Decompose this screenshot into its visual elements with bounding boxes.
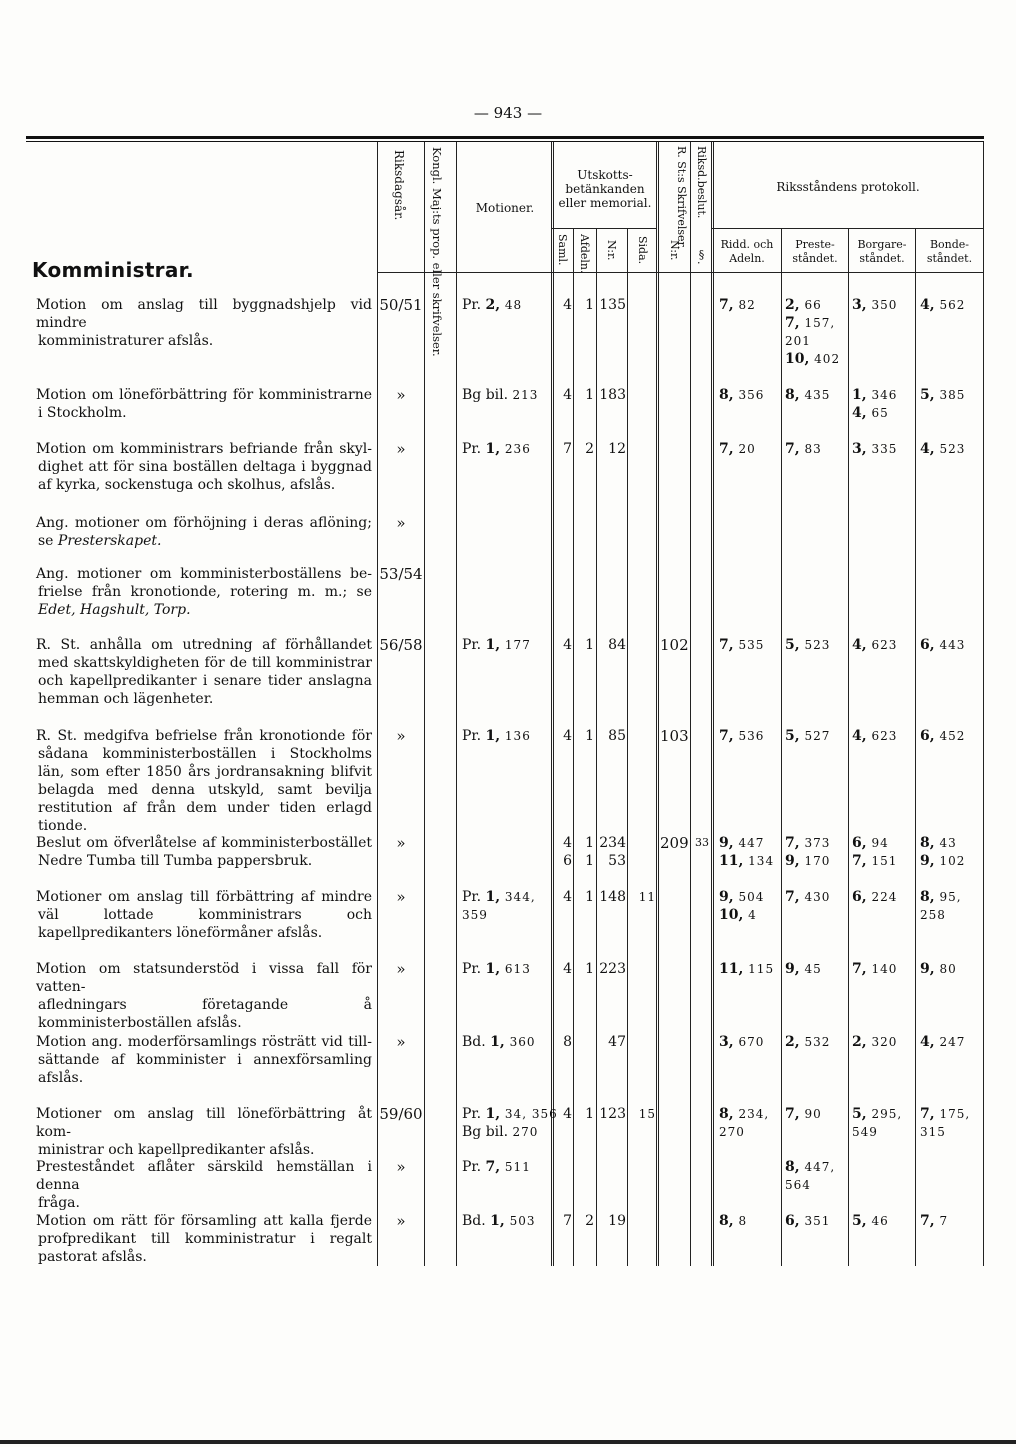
row-ridd: 7, 20: [719, 441, 756, 457]
row-afdeln: 2: [585, 1213, 594, 1229]
row-rsts-nr: 103: [660, 727, 689, 745]
row-borgare: 2, 320: [852, 1034, 898, 1050]
row-rsts-nr: 102: [660, 636, 689, 654]
row-nr: 135: [599, 297, 626, 313]
row-nr: 19: [608, 1213, 626, 1229]
row-description: Motion om rätt för församling att kalla fjerde profpredikant till komministratur i regalt pastorat afslås.: [36, 1213, 372, 1265]
row-bonde: 6, 452: [920, 728, 966, 744]
col-line: [983, 142, 984, 1266]
row-year: »: [396, 1158, 406, 1176]
row-description: Motion ang. moderförsamlings rösträtt vid till- sättande af komminister i annexförsamling afslås.: [36, 1034, 372, 1086]
row-description: Ang. motioner om komministerboställens be- frielse från kronotionde, rotering m. m.; se Edet, Hagshult, Torp.: [36, 566, 372, 618]
row-description: Motion om komministrars befriande från skyl- dighet att för sina boställen deltaga i byggnad af kyrka, sockenstuga och skolhus, afslås.: [36, 441, 372, 493]
row-description: Motion om statsunderstöd i vissa fall för vatten- afledningars företagande å komministerboställen afslås.: [36, 961, 372, 1031]
row-description: R. St. medgifva befrielse från kronotionde för sådana komministerboställen i Stockholms län, som efter 1850 års jordransakning blifvit belagda med denna utskyld, samt bevilja restitution af från dem under tiden erlagd tionde.: [36, 728, 372, 834]
row-borgare: 1, 346 4, 65: [852, 387, 898, 421]
row-saml: 4: [563, 728, 572, 744]
row-motion: Bg bil. 213: [462, 387, 539, 403]
header-rsts: R. St:s Skrifvelser.: [675, 146, 688, 250]
row-afdeln: 1: [585, 297, 594, 313]
row-description: Presteståndet aflåter särskild hemställan i denna fråga.: [36, 1159, 372, 1211]
row-description: Motioner om anslag till förbättring af mindre väl lottade komministrars och kapellpredikanters löneförmåner afslås.: [36, 889, 372, 941]
row-saml: 4: [563, 297, 572, 313]
row-saml: 4: [563, 889, 572, 905]
row-borgare: 3, 350: [852, 297, 898, 313]
row-ridd: 8, 8: [719, 1213, 748, 1229]
row-ridd: 7, 82: [719, 297, 756, 313]
row-motion: Pr. 1, 236: [462, 441, 531, 457]
page-number: — 943 —: [473, 104, 543, 122]
row-year: »: [396, 888, 406, 906]
row-year: »: [396, 960, 406, 978]
row-description: Motion om löneförbättring för komministrarne i Stockholm.: [36, 387, 372, 421]
row-afdeln: 1: [585, 728, 594, 744]
row-preste: 6, 351: [785, 1213, 831, 1229]
row-bonde: 4, 523: [920, 441, 966, 457]
row-ridd: 8, 234, 270: [719, 1106, 770, 1139]
row-year: »: [396, 1212, 406, 1230]
header-paragraph: §.: [695, 248, 708, 265]
row-year: 56/58: [379, 636, 423, 654]
row-preste: 5, 527: [785, 728, 831, 744]
row-year: »: [396, 1033, 406, 1051]
row-motion: Pr. 7, 511: [462, 1159, 531, 1175]
row-bonde: 4, 562: [920, 297, 966, 313]
row-year: 50/51: [379, 296, 423, 314]
row-afdeln: 1: [585, 637, 594, 653]
row-year: 59/60: [379, 1105, 423, 1123]
row-preste: 2, 532: [785, 1034, 831, 1050]
row-description: Ang. motioner om förhöjning i deras aflöning; se Presterskapet.: [36, 515, 372, 549]
header-riksd-beslut: Riksd.beslut.: [695, 146, 708, 219]
header-riksdagsar: Riksdagsår.: [392, 150, 406, 221]
col-line: [656, 142, 659, 1266]
row-year: »: [396, 440, 406, 458]
row-ridd: 11, 115: [719, 961, 775, 977]
row-motion: Pr. 1, 344, 359: [462, 889, 536, 922]
row-saml: 7: [563, 441, 572, 457]
header-sub-rule: [551, 228, 656, 229]
row-preste: 5, 523: [785, 637, 831, 653]
header-saml: Saml.: [556, 234, 569, 266]
row-afdeln: 2: [585, 441, 594, 457]
row-bonde: 6, 443: [920, 637, 966, 653]
header-preste: Preste- ståndet.: [792, 238, 838, 265]
row-saml: 4: [563, 961, 572, 977]
row-afdeln: 1: [585, 1106, 594, 1122]
row-preste: 2, 66 7, 157, 201 10, 402: [785, 297, 841, 367]
row-borgare: 6, 224: [852, 889, 898, 905]
row-borgare: 3, 335: [852, 441, 898, 457]
row-borgare: 7, 140: [852, 961, 898, 977]
row-sida: 15: [638, 1107, 656, 1121]
row-afdeln: 1 1: [585, 835, 594, 869]
row-motion: Bd. 1, 360: [462, 1034, 536, 1050]
row-motion: Pr. 1, 177: [462, 637, 531, 653]
row-bonde: 4, 247: [920, 1034, 966, 1050]
row-borgare: 4, 623: [852, 637, 898, 653]
row-saml: 4: [563, 387, 572, 403]
header-ridd: Ridd. och Adeln.: [720, 238, 774, 265]
row-preste: 7, 90: [785, 1106, 822, 1122]
row-motion: Bd. 1, 503: [462, 1213, 536, 1229]
col-line: [456, 142, 457, 1266]
row-bonde: 8, 95, 258: [920, 889, 962, 922]
section-title: Komministrar.: [32, 258, 194, 282]
row-nr: 123: [599, 1106, 626, 1122]
row-sida: 11: [638, 890, 656, 904]
row-preste: 7, 373 9, 170: [785, 835, 831, 869]
row-ridd: 9, 447 11, 134: [719, 835, 775, 869]
row-nr: 183: [599, 387, 626, 403]
row-motion: Pr. 1, 613: [462, 961, 531, 977]
row-motion: Pr. 2, 48: [462, 297, 523, 313]
row-preste: 7, 430: [785, 889, 831, 905]
row-afdeln: 1: [585, 387, 594, 403]
row-preste: 8, 447, 564: [785, 1159, 836, 1192]
col-line: [781, 228, 782, 1266]
row-ridd: 9, 504 10, 4: [719, 889, 765, 923]
row-borgare: 6, 94 7, 151: [852, 835, 898, 869]
row-borgare: 4, 623: [852, 728, 898, 744]
row-year: »: [396, 834, 406, 852]
row-preste: 9, 45: [785, 961, 822, 977]
row-preste: 8, 435: [785, 387, 831, 403]
row-motion: Pr. 1, 136: [462, 728, 531, 744]
header-rsts-nr: N:r.: [668, 240, 681, 261]
row-ridd: 7, 536: [719, 728, 765, 744]
row-saml: 8: [563, 1034, 572, 1050]
header-afdeln: Afdeln.: [578, 234, 591, 274]
top-rule: [26, 136, 984, 139]
row-description: R. St. anhålla om utredning af förhållandet med skattskyldigheten för de till komministrar och kapellpredikanter i senare tider anslagna hemman och lägenheter.: [36, 637, 372, 707]
header-protokoll: Riksståndens protokoll.: [776, 180, 920, 194]
top-rule-thin: [26, 141, 984, 142]
row-year: »: [396, 514, 406, 532]
row-nr: 223: [599, 961, 626, 977]
row-preste: 7, 83: [785, 441, 822, 457]
bottom-rule: [0, 1440, 1016, 1444]
row-saml: 7: [563, 1213, 572, 1229]
header-borgare: Borgare- ståndet.: [857, 238, 907, 265]
row-nr: 12: [608, 441, 626, 457]
header-bottom-rule: [377, 272, 983, 273]
header-bonde: Bonde- ståndet.: [926, 238, 973, 265]
header-nr: N:r.: [605, 240, 618, 261]
row-year: »: [396, 386, 406, 404]
row-saml: 4: [563, 1106, 572, 1122]
row-description: Motioner om anslag till löneförbättring åt kom- ministrar och kapellpredikanter afslås.: [36, 1106, 372, 1158]
row-description: Motion om anslag till byggnadshjelp vid mindre komministraturer afslås.: [36, 297, 372, 349]
header-motioner: Motioner.: [475, 201, 535, 215]
col-line: [690, 142, 691, 1266]
row-ridd: 3, 670: [719, 1034, 765, 1050]
header-sub-rule: [711, 228, 983, 229]
col-line: [711, 142, 714, 1266]
header-sida: Sida.: [636, 236, 649, 265]
row-bonde: 5, 385: [920, 387, 966, 403]
header-kongl: Kongl. Maj:ts prop. eller skrifvelser.: [430, 147, 444, 357]
row-nr: 47: [608, 1034, 626, 1050]
row-afdeln: 1: [585, 889, 594, 905]
row-nr: 84: [608, 637, 626, 653]
row-bonde: 7, 7: [920, 1213, 949, 1229]
row-motion: Pr. 1, 34, 356 Bg bil. 270: [462, 1106, 558, 1140]
row-afdeln: 1: [585, 961, 594, 977]
row-ridd: 8, 356: [719, 387, 765, 403]
row-ridd: 7, 535: [719, 637, 765, 653]
row-nr: 85: [608, 728, 626, 744]
row-description: Beslut om öfverlåtelse af komministerbostället Nedre Tumba till Tumba pappersbruk.: [36, 835, 372, 869]
row-bonde: 9, 80: [920, 961, 957, 977]
row-saml: 4 6: [563, 835, 572, 869]
row-nr: 234 53: [599, 835, 626, 869]
row-year: »: [396, 727, 406, 745]
row-saml: 4: [563, 637, 572, 653]
row-rsts-nr: 209: [660, 834, 689, 852]
row-borgare: 5, 295, 549: [852, 1106, 903, 1139]
row-bonde: 8, 43 9, 102: [920, 835, 966, 869]
row-year: 53/54: [379, 565, 423, 583]
header-utskotts: Utskotts- betänkanden eller memorial.: [558, 168, 652, 210]
row-paragraph: 33: [695, 836, 709, 849]
row-bonde: 7, 175, 315: [920, 1106, 971, 1139]
row-borgare: 5, 46: [852, 1213, 889, 1229]
row-nr: 148: [599, 889, 626, 905]
